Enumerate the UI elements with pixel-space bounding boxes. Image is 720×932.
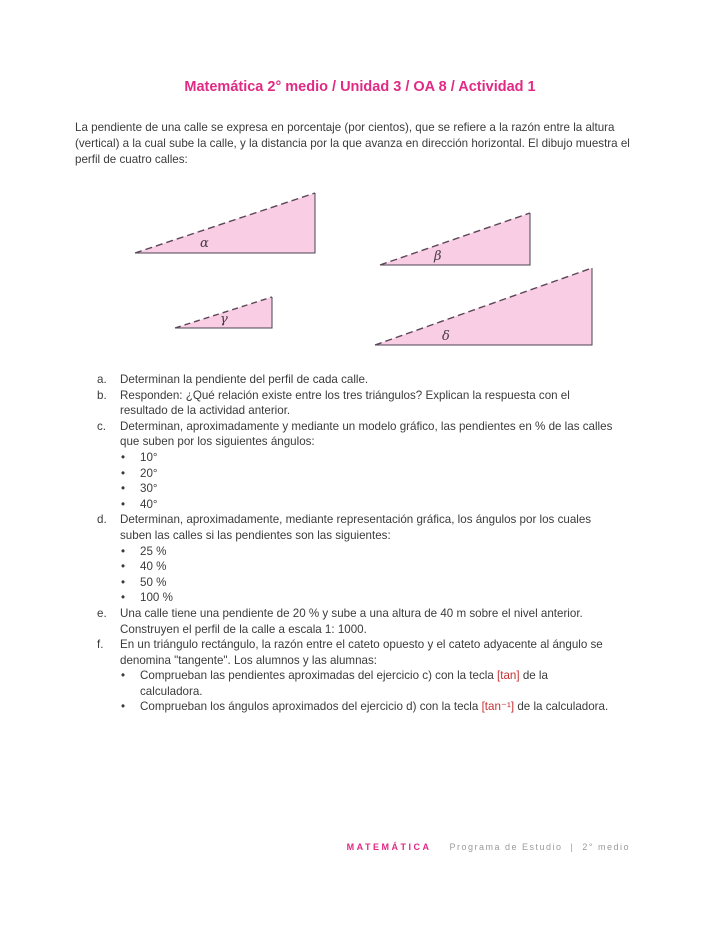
tan-key-label: [tan] [497,669,520,683]
task-f [97,637,613,668]
bullet-angle-20 [97,466,613,482]
footer-program: Programa de Estudio [449,842,563,852]
footer-separator: | [570,842,575,852]
bullet-text: 20° [140,466,158,480]
triangle-gamma [175,297,272,328]
bullet-icon: • [121,669,126,683]
bullet-angle-40 [97,497,613,513]
task-f-text: En un triángulo rectángulo, la razón entre el cateto opuesto y el cateto adyacente al ángulo se denomina "tangente". Los alumnos y las alumnas: [120,638,603,667]
task-b-marker: b. [97,388,107,402]
bullet-icon: • [121,700,126,714]
footer-level: 2° medio [582,842,630,852]
bullet-text: 50 % [140,575,167,589]
bullet-icon: • [121,482,126,496]
triangle-alpha-label: α [200,236,209,251]
bullet-text [140,668,613,699]
bullet-icon: • [121,466,126,480]
arctan-key-label: [tan⁻¹] [481,700,515,714]
task-c-marker: c. [97,419,107,433]
triangle-gamma-label: γ [220,312,228,327]
task-c-text: Determinan, aproximadamente y mediante un modelo gráfico, las pendientes en % de las calles que suben por los siguientes ángulos: [120,419,613,449]
intro-paragraph: La pendiente de una calle se expresa en porcentaje (por cientos), que se refiere a la razón entre la altura (vertical) a la cual sube la calle, y la distancia por la que avanza en dirección horizontal. El dibujo muestra el perfil de cuatro calles: [75,121,630,166]
bullet-text-post: de la calculadora. [140,669,548,698]
task-f-marker: f. [97,638,104,652]
bullet-icon: • [121,591,126,605]
bullet-slope-40 [97,559,613,575]
bullet-text [140,699,613,715]
task-c [97,419,613,450]
task-d-text: Determinan, aproximadamente, mediante representación gráfica, los ángulos por los cuales suben las calles si las pendientes son las siguientes: [120,513,592,542]
bullet-icon: • [121,497,126,511]
bullet-text: 100 % [140,591,173,605]
bullet-text-pre: Comprueban los ángulos aproximados del ejercicio d) con la tecla [140,700,482,714]
task-e-text: Una calle tiene una pendiente de 20 % y sube a una altura de 40 m sobre el nivel anterior. Construyen el perfil de la calle a escala 1: 1000. [120,606,583,636]
task-a [97,372,613,388]
bullet-text: 10° [140,450,158,464]
page-title: Matemática 2° medio / Unidad 3 / OA 8 / Actividad 1 [184,79,536,95]
task-e-marker: e. [97,606,107,620]
bullet-text: 30° [140,482,158,496]
task-d-bullets [97,544,613,606]
bullet-tan-key [97,668,613,699]
footer-brand: MATEMÁTICA [346,842,432,852]
bullet-slope-25 [97,544,613,560]
task-d-marker: d. [97,513,107,527]
bullet-angle-10 [97,450,613,466]
bullet-icon: • [121,544,126,558]
task-b-text: Responden: ¿Qué relación existe entre los tres triángulos? Explican la respuesta con el resultado de la actividad anterior. [120,388,570,418]
page-footer [0,842,630,852]
task-b [97,388,613,419]
bullet-text-post: de la calculadora. [514,700,609,714]
bullet-slope-100 [97,590,613,606]
triangle-alpha [135,193,315,253]
bullet-text: 40° [140,497,158,511]
bullet-angle-30 [97,481,613,497]
bullet-slope-50 [97,575,613,591]
triangle-delta [375,268,592,345]
bullet-text: 40 % [140,560,167,574]
bullet-icon: • [121,575,126,589]
footer-meta [449,842,630,852]
bullet-text-pre: Comprueban las pendientes aproximadas del ejercicio c) con la tecla [140,669,498,683]
task-d [97,512,613,543]
task-a-text: Determinan la pendiente del perfil de cada calle. [120,373,369,386]
bullet-text: 25 % [140,544,167,558]
bullet-arctan-key [97,699,613,715]
task-a-marker: a. [97,373,107,386]
triangle-beta [380,213,530,265]
bullet-icon: • [121,560,126,574]
task-c-bullets [97,450,613,512]
task-list [97,372,613,715]
street-profiles-figure [0,185,720,360]
triangle-beta-label: β [434,249,442,264]
task-e [97,606,613,637]
bullet-icon: • [121,450,126,464]
task-f-bullets [97,668,613,715]
triangle-delta-label: δ [442,329,450,344]
